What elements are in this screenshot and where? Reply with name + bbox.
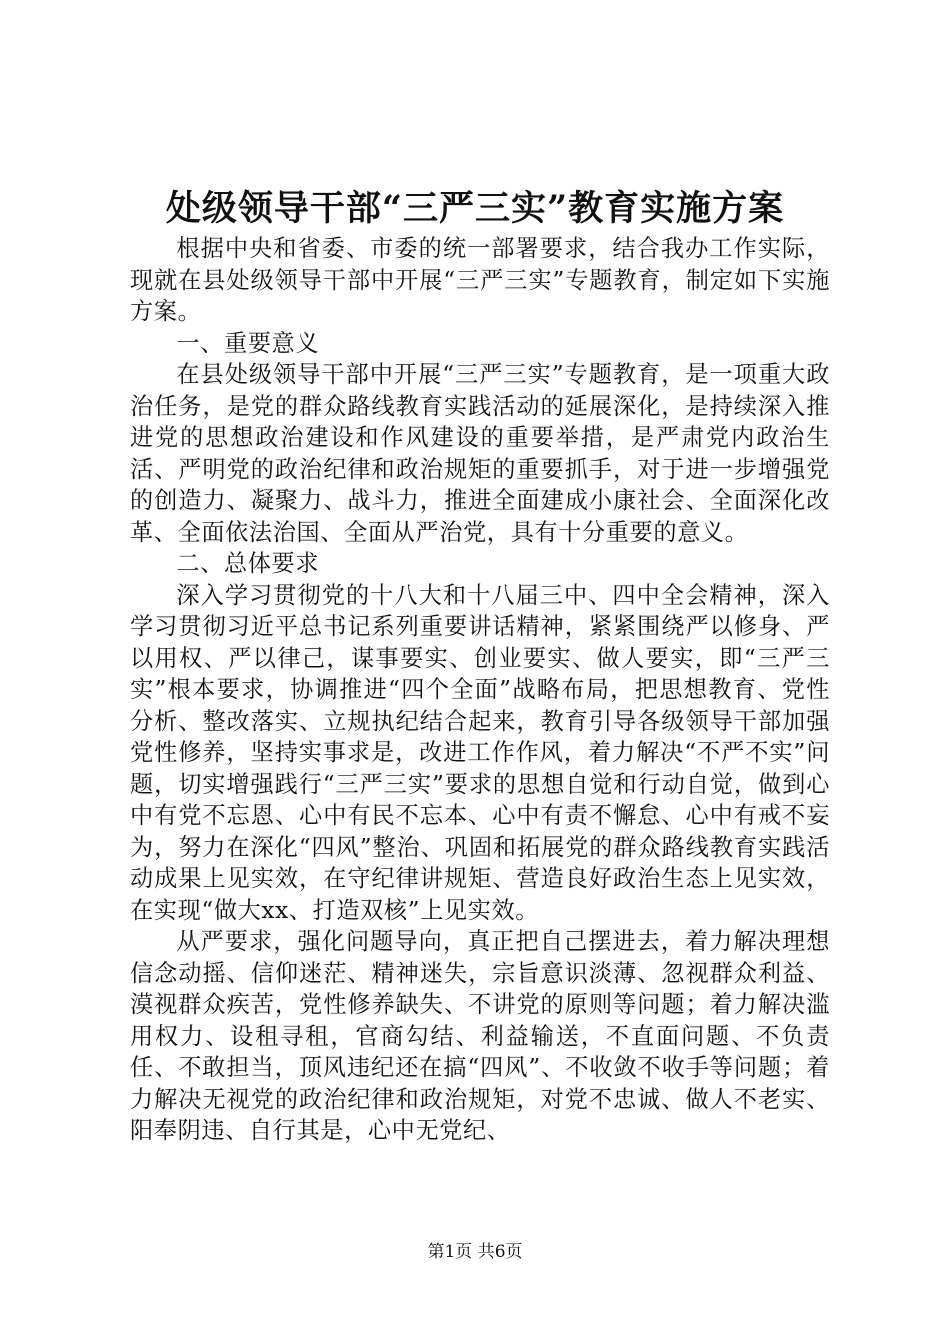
section-heading-requirements: 二、总体要求 — [176, 550, 320, 577]
section-heading-significance: 一、重要意义 — [176, 329, 320, 357]
document-title: 处级领导干部“三严三实”教育实施方案 — [165, 188, 785, 229]
paragraph-strict-requirements: 从严要求，强化问题导向，真正把自己摆进去，着力解决理想信念动摇、信仰迷茫、精神迷失，宗旨意识淡薄、忽视群众利益、漠视群众疾苦，党性修养缺失、不讲党的原则等问题；着力解决滥用权力、设租寻租，官商勾结、利益输送，不直面问题、不负责任、不敢担当，顶风违纪还在搞“四风”、不收敛不收手等问题；着力解决无视党的政治纪律和政治规矩，对党不忠诚、做人不老实、阳奉阴违、自行其是，心中无党纪、 — [130, 928, 830, 1144]
paragraph-intro: 根据中央和省委、市委的统一部署要求，结合我办工作实际，现就在县处级领导干部中开展“三严三实”专题教育，制定如下实施方案。 — [130, 235, 830, 325]
paragraph-requirements: 深入学习贯彻党的十八大和十八届三中、四中全会精神，深入学习贯彻习近平总书记系列重要讲话精神，紧紧围绕严以修身、严以用权、严以律己，谋事要实、创业要实、做人要实，即“三严三实”根本要求，协调推进“四个全面”战略布局，把思想教育、党性分析、整改落实、立规执纪结合起来，教育引导各级领导干部加强党性修养，坚持实事求是，改进工作作风，着力解决“不严不实”问题，切实增强践行“三严三实”要求的思想自觉和行动自觉，做到心中有党不忘恩、心中有民不忘本、心中有责不懈怠、心中有戒不妄为，努力在深化“四风”整治、巩固和拓展党的群众路线教育实践活动成果上见实效，在守纪律讲规矩、营造良好政治生态上见实效，在实现“做大xx、打造双核”上见实效。 — [130, 581, 830, 924]
paragraph-significance: 在县处级领导干部中开展“三严三实”专题教育，是一项重大政治任务，是党的群众路线教育实践活动的延展深化，是持续深入推进党的思想政治建设和作风建设的重要举措，是严肃党内政治生活、严明党的政治纪律和政治规矩的重要抓手，对于进一步增强党的创造力、凝聚力、战斗力，推进全面建成小康社会、全面深化改革、全面依法治国、全面从严治党，具有十分重要的意义。 — [130, 361, 830, 546]
document-body — [130, 233, 830, 1147]
page-number-footer: 第1页 共6页 — [427, 1242, 523, 1262]
